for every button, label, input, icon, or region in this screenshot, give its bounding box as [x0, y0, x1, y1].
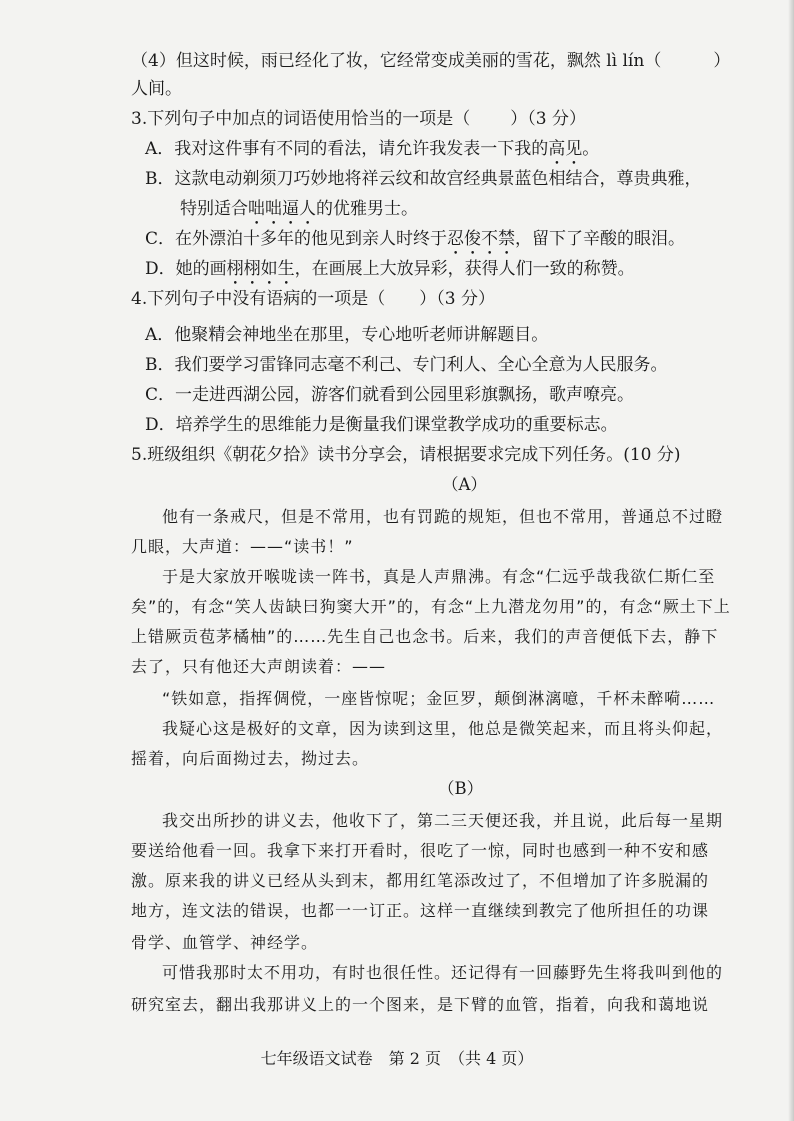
q3-option-d: D．她的画栩栩如生，在画展上大放异彩，获得人们一致的称赞。 [145, 259, 635, 279]
q3-option-b-cont: 特别适合咄咄逼人的优雅男士。 [180, 199, 418, 219]
passage-b-line: 我交出所抄的讲义去，他收下了，第二三天便还我，并且说，此后每一星期 [162, 811, 724, 830]
passage-a-line: 他有一条戒尺，但是不常用，也有罚跪的规矩，但也不常用，普通总不过瞪 [162, 507, 724, 526]
q3-stem: 3.下列句子中加点的词语使用恰当的一项是（ ）（3 分） [131, 109, 586, 129]
page-footer: 七年级语文试卷 第 2 页 （共 4 页） [260, 1049, 534, 1068]
passage-b-line: 激。原来我的讲义已经从头到末，都用红笔添改过了，不但增加了许多脱漏的 [131, 871, 710, 890]
passage-b-line: 要送给他看一回。我拿下来打开看时，很吃了一惊，同时也感到一种不安和感 [131, 841, 710, 860]
section-b-label: （B） [438, 779, 484, 798]
passage-a-line: 矣”的，有念“笑人齿缺曰狗窦大开”的，有念“上九潜龙勿用”的，有念“厥土下上 [131, 597, 731, 616]
scan-edge-shadow [788, 0, 794, 1121]
passage-a-line: 我疑心这是极好的文章，因为读到这里，他总是微笑起来，而且将头仰起， [162, 719, 724, 738]
passage-b-line: 地方，连文法的错误，也都一一订正。这样一直继续到教完了他所担任的功课 [131, 901, 710, 920]
q4-option-b: B．我们要学习雷锋同志毫不利己、专门利人、全心全意为人民服务。 [145, 355, 668, 375]
q3-option-a: A．我对这件事有不同的看法，请允许我发表一下我的高见。 [145, 139, 600, 159]
q5-stem: 5.班级组织《朝花夕拾》读书分享会，请根据要求完成下列任务。(10 分) [131, 445, 681, 465]
q3-option-b: B．这款电动剃须刀巧妙地将祥云纹和故宫经典景蓝色相结合，尊贵典雅， [145, 169, 702, 189]
q2-item4-line2: 人间。 [131, 79, 182, 99]
passage-b-line: 研究室去，翻出我那讲义上的一个图来，是下臂的血管，指着，向我和蔼地说 [131, 995, 710, 1014]
passage-a-line: 摇着，向后面拗过去，拗过去。 [131, 749, 370, 768]
q4-stem: 4.下列句子中没有语病的一项是（ ）（3 分） [131, 289, 495, 309]
q3-option-c: C．在外漂泊十多年的他见到亲人时终于忍俊不禁，留下了辛酸的眼泪。 [145, 229, 686, 249]
passage-a-line: 于是大家放开喉咙读一阵书，真是人声鼎沸。有念“仁远乎哉我欲仁斯仁至 [162, 567, 716, 586]
passage-a-line: 几眼，大声道：——“读书！” [131, 537, 354, 556]
q4-option-c: C．一走进西湖公园，游客们就看到公园里彩旗飘扬，歌声嘹亮。 [145, 385, 635, 405]
q4-option-a: A．他聚精会神地坐在那里，专心地听老师讲解题目。 [145, 325, 549, 345]
passage-b-line: 骨学、血管学、神经学。 [131, 933, 319, 952]
q4-option-d: D．培养学生的思维能力是衡量我们课堂教学成功的重要标志。 [145, 415, 618, 435]
q2-item4-line1: （4）但这时候，雨已经化了妆，它经常变成美丽的雪花，飘然 lì lín（ ） [131, 51, 731, 71]
passage-a-line: 上错厥贡苞茅橘柚”的……先生自己也念书。后来，我们的声音便低下去，静下 [131, 627, 719, 646]
passage-a-line: 去了，只有他还大声朗读着：—— [131, 657, 387, 676]
passage-b-line: 可惜我那时太不用功，有时也很任性。还记得有一回藤野先生将我叫到他的 [162, 963, 724, 982]
passage-a-line: “铁如意，指挥倜傥，一座皆惊呢；金叵罗，颠倒淋漓噫，千杯未醉嗬…… [162, 689, 716, 708]
section-a-label: （A） [442, 475, 487, 494]
